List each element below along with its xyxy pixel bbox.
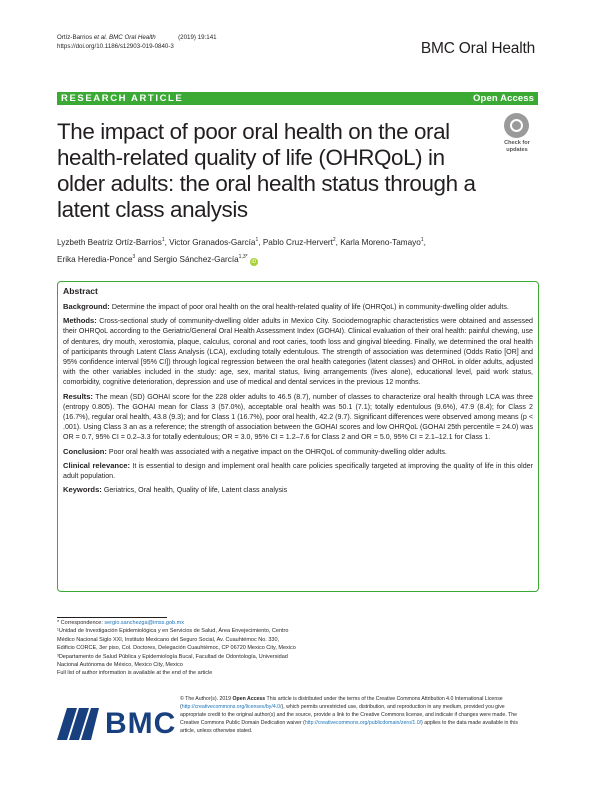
author[interactable]: Sergio Sánchez-García$^{1,3*}$ [153, 254, 248, 264]
citation-year-volume: (2019) 19:141 [178, 34, 217, 41]
footnote-divider [57, 617, 167, 618]
abstract-keywords: Keywords: Geriatrics, Oral health, Quality of life, Latent class analysis [63, 485, 288, 495]
citation-authors: Ortíz-Barrios [57, 34, 93, 41]
cc-by-license-link[interactable]: http://creativecommons.org/licenses/by/4.0/ [181, 703, 282, 710]
article-title: The impact of poor oral health on the oral health-related quality of life (OHRQoL) in older adults: the oral health status through a latent class analysis [57, 119, 476, 222]
author[interactable]: Victor Granados-García$^1$ [169, 237, 259, 247]
abstract-clinical-relevance: Clinical relevance: It is essential to design and implement oral health care policies specifically targeted at improving the quality of life in this older adult population. [63, 460, 533, 481]
affiliation-3: ³Departamento de Salud Pública y Epidemiología Bucal, Facultad de Odontología, Universidad Nacional Autónoma de México, Mexico City, Mexico [57, 653, 288, 669]
journal-name: BMC Oral Health [420, 40, 535, 57]
author[interactable]: Pablo Cruz-Hervert$^2$ [262, 237, 336, 247]
abstract-heading: Abstract [63, 286, 98, 296]
article-type-bar [57, 92, 538, 105]
abstract-box [57, 281, 539, 592]
citation-journal: BMC Oral Health [108, 34, 156, 41]
check-for-updates-badge[interactable] [496, 113, 538, 157]
author[interactable]: Erika Heredia-Ponce$^3$ [57, 254, 136, 264]
affiliation-1: ¹Unidad de Investigación Epidemiológica y en Servicios de Salud, Área Envejecimiento, Centro Médico Nacional Siglo XXI, Instituto Mexicano del Seguro Social, Av. Cuauhtémoc No. 330, Edificio CORCE, 3er piso, Col. Doctores, Delegación Cuauhtémoc, CP 06720 Mexico City, Mexico [57, 628, 296, 652]
badge-line2: updates [506, 147, 528, 153]
check-updates-icon [504, 113, 529, 138]
license-text: © The Author(s). 2019 Open Access This article is distributed under the terms of the Creative Commons Attribution 4.0 International License (http://creativecommons.org/licenses/by/4.0/), which permits unrestricted use, distribution, and reproduction in any medium, provided you give appropriate credit to the original author(s) and the source, provide a link to the Creative Commons license, and indicate if changes were made. The Creative Commons Public Domain Dedication waiver (http://creativecommons.org/publicdomain/zero/1.0/) applies to the data made available in this article, unless otherwise stated. [180, 696, 518, 734]
bmc-logo-icon [57, 708, 99, 740]
abstract-conclusion: Conclusion: Poor oral health was associated with a negative impact on the OHRQoL of community-dwelling older adults. [63, 446, 447, 456]
correspondence-email-link[interactable]: sergio.sanchezga@imss.gob.mx [104, 620, 184, 626]
badge-line1: Check for [504, 140, 530, 146]
author[interactable]: Karla Moreno-Tamayo$^1$ [340, 237, 424, 247]
author-list: Lyzbeth Beatriz Ortíz-Barrios$^1$, Victor Granados-García$^1$, Pablo Cruz-Hervert$^2$, Karla Moreno-Tamayo$^1$, Erika Heredia-Ponce$^3$ and Sergio Sánchez-García$^{1,3*}$ iD [57, 237, 426, 265]
open-access-label: Open Access [473, 93, 534, 104]
article-type-label: RESEARCH ARTICLE [61, 93, 184, 104]
doi-link[interactable]: https://doi.org/10.1186/s12903-019-0840-3 [57, 43, 174, 50]
running-header [57, 33, 217, 51]
footnote: * Correspondence: sergio.sanchezga@imss.gob.mx ¹Unidad de Investigación Epidemiológica y en Servicios de Salud, Área Envejecimiento, Centro Médico Nacional Siglo XXI, Instituto Mexicano del Seguro Social, Av. Cuauhtémoc No. 330, Edificio CORCE, 3er piso, Col. Doctores, Delegación Cuauhtémoc, CP 06720 Mexico City, Mexico ³Departamento de Salud Pública y Epidemiología Bucal, Facultad de Odontología, Universidad Nacional Autónoma de México, Mexico City, Mexico Full list of author information is available at the end of the article [57, 620, 296, 677]
citation-etal: et al. [93, 34, 108, 41]
cc-zero-license-link[interactable]: http://creativecommons.org/publicdomain/zero/1.0/ [304, 719, 422, 726]
orcid-icon[interactable]: iD [251, 259, 257, 265]
bmc-logo [57, 706, 177, 744]
bmc-logo-text: BMC [105, 707, 177, 740]
abstract-results: Results: The mean (SD) GOHAI score for the 228 older adults to 46.5 (8.7), number of classes to characterize oral health through LCA was three (entropy 0.805). The GOHAI mean for Class 3 (57.0%), acceptable oral health was 50.1 (7.1); totally edentulous (9.6%), 47.9 (8.4); for Class 2 (16.7%), regular oral health, 43.8 (9.3); and for Class 1 (16.7%), poor oral health, 42.2 (9.7). Significant differences were observed among means (p < .001). Using Class 3 an as a reference; the strength of association between the GOHAI scores and low OHRQoL (GOHAI 25th percentile = 24.0) was OR = 0.7, 95% CI = 0.2–3.3 for totally edentulous; OR = 3.0, 95% CI = 1.2–7.6 for Class 2 and OR = 5.0, 95% CI = 2.1–12.1 for Class 1. [63, 391, 533, 442]
abstract-methods: Methods: Cross-sectional study of community-dwelling older adults in Mexico City. Sociodemographic characteristics were obtained and assessed their OHRQoL according to the Geriatric/General Oral Health Assessment Index (GOHAI). Clinical evaluation of their oral health: painful chewing, use of dentures, dry mouth, xerostomia, plaque, calculus, coronal and root caries, tooth loss and gingival bleeding. Finally, we determined the oral health of participants through Latent Class Analysis (LCA), excluding totally edentulous. The strength of association was determined (Odds Ratio [OR] and 95% confidence interval [95% CI]) through logical regression between the oral health categories (latent classes) and OHRoL in older adults, adjusted with the other variables included in the study: age, sex, marital status, living arrangements (lives alone), educational level, paid work status, comorbidity, cognitive deterioration, depression and use of medical and dental services in the previous 12 months. [63, 316, 533, 387]
author[interactable]: Lyzbeth Beatriz Ortíz-Barrios$^1$ [57, 237, 165, 247]
author-info-note: Full list of author information is available at the end of the article [57, 670, 213, 677]
abstract-background: Background: Determine the impact of poor oral health on the oral health-related quality of life (OHRQoL) in community-dwelling older adults. [63, 302, 509, 311]
